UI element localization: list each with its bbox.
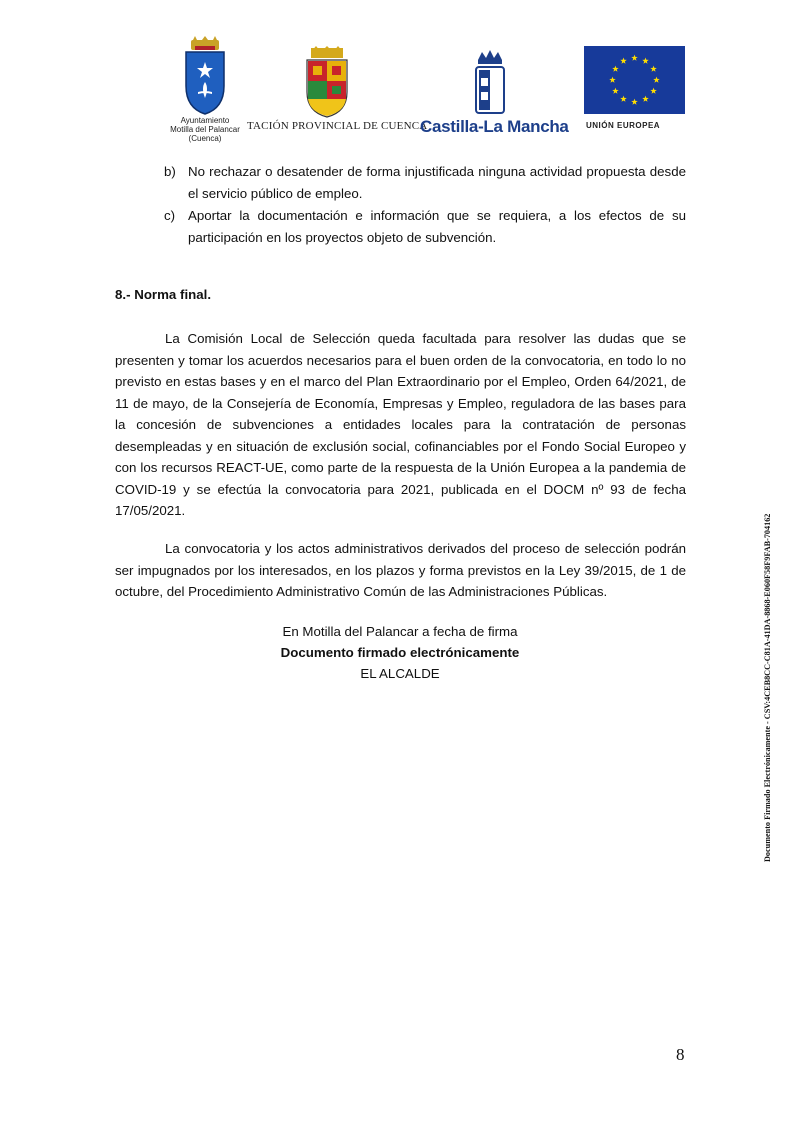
eu-star-icon xyxy=(620,96,626,102)
eu-star-icon xyxy=(650,88,656,94)
diputacion-logo xyxy=(247,46,428,132)
ayuntamiento-caption-line: Ayuntamiento xyxy=(180,116,230,125)
signature-signed-note: Documento firmado electrónicamente xyxy=(280,645,520,660)
list-item-label: c) xyxy=(164,208,176,223)
diputacion-shield-icon xyxy=(302,46,352,118)
castilla-la-mancha-caption: Castilla-La Mancha xyxy=(420,117,569,136)
ayuntamiento-caption-line: (Cuenca) xyxy=(188,134,222,143)
ayuntamiento-caption xyxy=(160,116,250,143)
eu-star-icon xyxy=(631,99,637,105)
paragraph: La convocatoria y los actos administrativos derivados del proceso de selección podrán ser impugnados por los interesados, en los plazos y forma previstos en la Ley 39/2015, de 1 de octubre, del Procedimiento Administrativo Común de las Administraciones Públicas. xyxy=(115,541,686,599)
section-heading: 8.- Norma final. xyxy=(115,287,212,302)
eu-star-icon xyxy=(620,58,626,64)
eu-star-icon xyxy=(609,77,615,83)
eu-star-icon xyxy=(642,58,648,64)
list-item-text: Aportar la documentación e información que se requiera, a los efectos de su participación en los proyectos objeto de subvención. xyxy=(188,208,686,245)
castilla-la-mancha-emblem-icon xyxy=(472,50,508,114)
paragraph: La Comisión Local de Selección queda facultada para resolver las dudas que se presenten y tomar los acuerdos necesarios para el buen orden de la convocatoria, en todo lo no previsto en estas bases y en el marco del Plan Extraordinario por el Empleo, Orden 64/2021, de 11 de mayo, de la Consejería de Economía, Empresas y Empleo, reguladora de las bases para la concesión de subvenciones a entidades locales para la contratación de personas desempleadas y en situación de exclusión social, cofinanciables por el Fondo Social Europeo y con los recursos REACT-UE, como parte de la respuesta de la Unión Europea a la pandemia de COVID-19 y se efectúa la convocatoria para 2021, publicada en el DOCM nº 93 de fecha 17/05/2021. xyxy=(115,331,686,518)
list-item xyxy=(164,161,686,204)
eu-caption: UNIÓN EUROPEA xyxy=(586,121,661,130)
list-item xyxy=(164,205,686,248)
ayuntamiento-caption-line: Motilla del Palancar xyxy=(170,125,240,134)
list-item-text: No rechazar o desatender de forma injustificada ninguna actividad propuesta desde el servicio público de empleo. xyxy=(188,164,686,201)
list-item-label: b) xyxy=(164,164,176,179)
eu-star-icon xyxy=(612,66,618,72)
eu-logo xyxy=(584,46,686,130)
eu-star-icon xyxy=(642,96,648,102)
signature-place-date: En Motilla del Palancar a fecha de firma xyxy=(282,624,518,639)
diputacion-caption: TACIÓN PROVINCIAL DE CUENCA xyxy=(247,120,428,132)
eu-star-icon xyxy=(631,55,637,61)
ayuntamiento-logo xyxy=(160,36,250,143)
eu-star-icon xyxy=(653,77,659,83)
eu-stars xyxy=(584,46,685,114)
page-number: 8 xyxy=(676,1045,685,1064)
electronic-signature-side-note: Documento Firmado Electrónicamente - CSV:4CEB8CC-C81A-41DA-8868-E060F58F9FAB-704162 xyxy=(763,513,772,862)
castilla-la-mancha-logo xyxy=(420,50,569,136)
eu-star-icon xyxy=(612,88,618,94)
eu-star-icon xyxy=(650,66,656,72)
signature-role: EL ALCALDE xyxy=(360,666,440,681)
eu-flag-icon xyxy=(584,46,685,114)
ayuntamiento-coat-of-arms-icon xyxy=(182,36,228,116)
